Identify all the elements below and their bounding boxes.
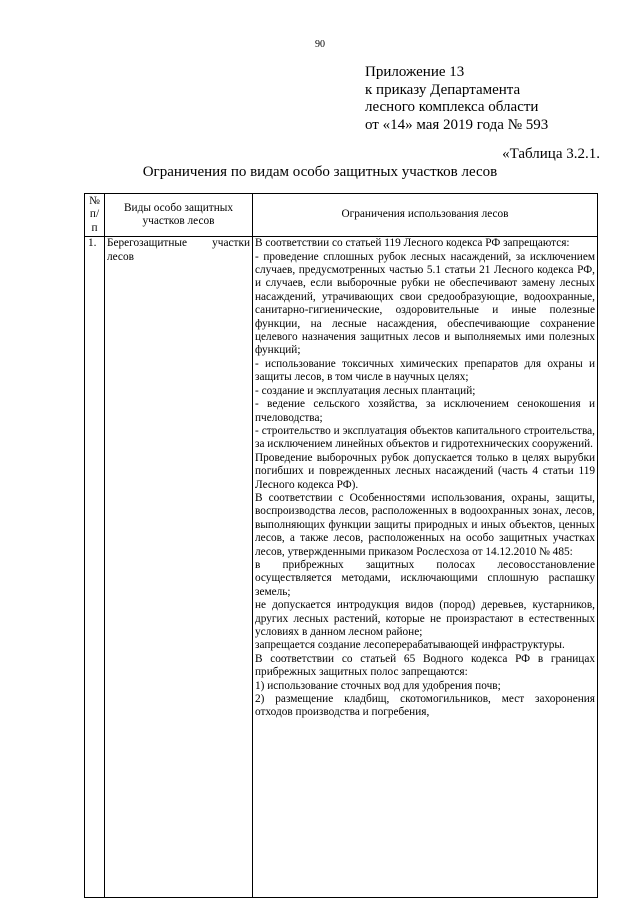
limit-paragraph: 2) размещение кладбищ, скотомогильников, мест захоронения отходов производства и погребения, — [255, 693, 595, 719]
limit-paragraph: - строительство и эксплуатация объектов капитального строительства, за исключением линейных объектов и гидротехнических сооружений. — [255, 424, 595, 451]
header-num: № п/п — [85, 194, 105, 237]
table-label: «Таблица 3.2.1. — [502, 146, 600, 162]
appendix-line: к приказу Департамента — [365, 81, 521, 98]
limit-paragraph: - использование токсичных химических препаратов для охраны и защиты лесов, в том числе в научных целях; — [255, 357, 595, 384]
limit-paragraph: - проведение сплошных рубок лесных насаждений, за исключением случаев, предусмотренных частью 5.1 статьи 21 Лесного кодекса РФ, и случаев, если выборочные рубки не обеспечивают замену лесных насаждений, утрачивающих свои средообразующие, водоохранные, санитарно-гигиенические, оздоровительные и иные полезные функции, на лесные насаждения, обеспечивающие сохранение целевого назначения защитных лесов и выполняемых ими полезных функций; — [255, 250, 595, 357]
row-num: 1. — [85, 237, 105, 898]
row-limits — [253, 237, 598, 898]
page-title: Ограничения по видам особо защитных участков лесов — [142, 164, 498, 180]
header-limits: Ограничения использования лесов — [253, 194, 598, 237]
limit-paragraph: запрещается создание лесоперерабатывающей инфраструктуры. — [255, 639, 565, 652]
limit-paragraph: - ведение сельского хозяйства, за исключением сенокошения и пчеловодства; — [255, 398, 595, 424]
limit-paragraph: не допускается интродукция видов (пород) деревьев, кустарников, других лесных растений, которые не произрастают в естественных условиях в данном лесном районе; — [255, 599, 595, 638]
table-row — [85, 237, 598, 898]
row-type: Берегозащитные участки лесов — [105, 237, 253, 898]
header-type: Виды особо защитных участков лесов — [105, 194, 253, 237]
limit-paragraph: Проведение выборочных рубок допускается только в целях вырубки погибших и поврежденных лесных насаждений (часть 4 статьи 119 Лесного кодекса РФ). — [255, 451, 595, 491]
limit-paragraph: 1) использование сточных вод для удобрения почв; — [255, 679, 501, 692]
limit-paragraph: В соответствии с Особенностями использования, охраны, защиты, воспроизводства лесов, расположенных в водоохранных зонах, лесов, выполняющих функции защиты природных и иных объектов, ценных лесов, а также лесов, расположенных на особо защитных участках лесов, утвержденными приказом Рослесхоза от 14.12.2010 № 485: — [255, 491, 595, 558]
restrictions-table — [84, 193, 598, 898]
page-number: 90 — [315, 39, 325, 50]
limit-paragraph: В соответствии со статьей 119 Лесного кодекса РФ запрещаются: — [255, 237, 570, 250]
appendix-line: от «14» мая 2019 года № 593 — [365, 116, 549, 133]
limit-paragraph: в прибрежных защитных полосах лесовосстановление осуществляется методами, исключающими сплошную распашку земель; — [255, 558, 595, 598]
limit-paragraph: В соответствии со статьей 65 Водного кодекса РФ в границах прибрежных защитных полос запрещаются: — [255, 652, 595, 679]
appendix-header — [365, 64, 548, 134]
appendix-line: Приложение 13 — [365, 64, 465, 80]
limit-paragraph: - создание и эксплуатация лесных плантаций; — [255, 384, 476, 397]
appendix-line: лесного комплекса области — [365, 99, 539, 115]
table-header-row — [85, 194, 598, 237]
